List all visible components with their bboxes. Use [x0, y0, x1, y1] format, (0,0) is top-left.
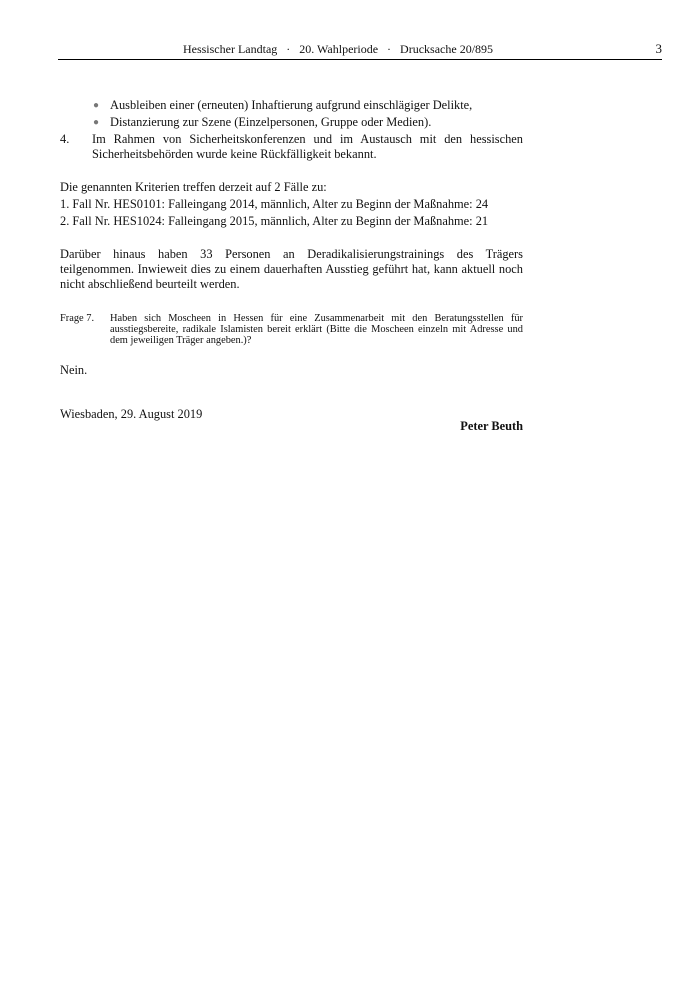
bullet-text: Distanzierung zur Szene (Einzelpersonen, Gruppe oder Medien).: [110, 115, 432, 129]
answer-text: Nein.: [60, 363, 88, 377]
question-label: Frage 7.: [60, 313, 95, 324]
case-line: 2. Fall Nr. HES1024: Falleingang 2015, männlich, Alter zu Beginn der Maßnahme: 21: [60, 214, 489, 228]
document-body: [60, 98, 523, 437]
question-block: [60, 313, 523, 346]
header-rule: [58, 59, 662, 60]
item-text: Im Rahmen von Sicherheitskonferenzen und im Austausch mit den hessischen Sicherheitsbehörden wurde keine Rückfälligkeit bekannt.: [92, 132, 523, 161]
item-number: 4.: [60, 132, 70, 146]
bullet-text: Ausbleiben einer (erneuten) Inhaftierung aufgrund einschlägiger Delikte,: [110, 98, 473, 112]
body-paragraph: Darüber hinaus haben 33 Personen an Deradikalisierungstrainings des Trägers teilgenommen. Inwieweit dies zu einem dauerhaften Ausstieg geführt hat, kann aktuell noch nicht abschließend beurteilt werden.: [60, 247, 523, 291]
bullet-item: [60, 98, 523, 113]
running-title: Hessischer Landtag · 20. Wahlperiode · Drucksache 20/895: [182, 42, 494, 56]
bullet-icon: ●: [93, 100, 100, 111]
place-date: Wiesbaden, 29. August 2019: [60, 407, 203, 421]
page-header: [58, 40, 662, 60]
numbered-item-4: [60, 132, 523, 162]
criteria-intro: Die genannten Kriterien treffen derzeit auf 2 Fälle zu:: [60, 180, 327, 194]
signer-name: Peter Beuth: [460, 419, 523, 433]
bullet-item: [60, 115, 523, 130]
closing-block: [60, 407, 523, 437]
case-line: 1. Fall Nr. HES0101: Falleingang 2014, männlich, Alter zu Beginn der Maßnahme: 24: [60, 197, 489, 211]
page-number: 3: [655, 41, 662, 56]
bullet-icon: ●: [93, 117, 100, 128]
question-text: Haben sich Moscheen in Hessen für eine Zusammenarbeit mit den Beratungsstellen für ausstiegsbereite, radikale Islamisten bereit erklärt (Bitte die Moscheen einzeln mit Adresse und dem jeweiligen Träger angeben.)?: [110, 313, 523, 346]
